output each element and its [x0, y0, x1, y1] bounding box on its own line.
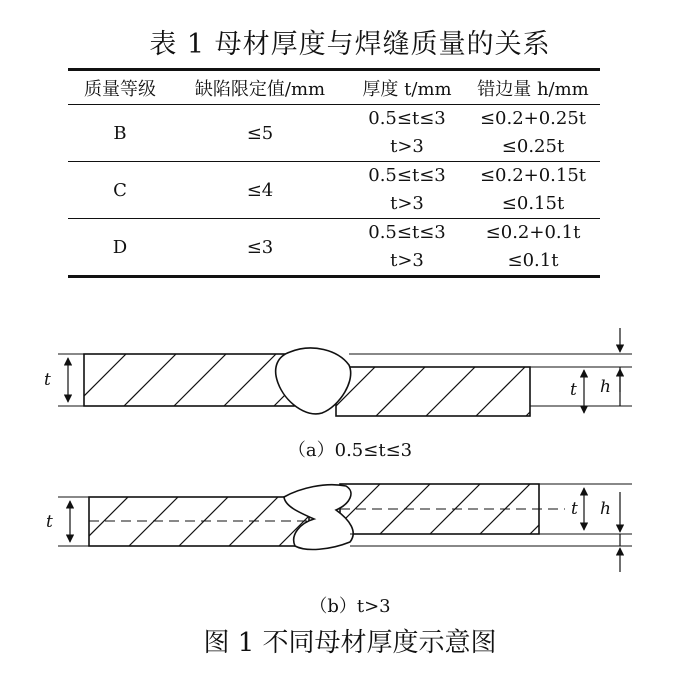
header-thickness: 厚度 t/mm	[348, 70, 466, 105]
label-t: t	[46, 512, 53, 532]
left-plate	[84, 354, 294, 406]
grade-cell: B	[68, 105, 172, 162]
defect-cell: ≤4	[172, 162, 348, 219]
label-t: t	[571, 499, 578, 519]
grade-cell: C	[68, 162, 172, 219]
misalignment-limit-2: ≤0.25t	[501, 136, 565, 157]
caption-a: （a）0.5≤t≤3	[287, 440, 413, 461]
label-h: h	[600, 499, 611, 519]
thickness-range-2: t>3	[390, 250, 424, 271]
thickness-range-2: t>3	[390, 136, 424, 157]
header-defect: 缺陷限定值/mm	[172, 70, 348, 105]
label-t: t	[570, 380, 577, 400]
misalignment-limit-1: ≤0.2+0.25t	[479, 108, 587, 129]
thickness-range-2: t>3	[390, 193, 424, 214]
thickness-range-1: 0.5≤t≤3	[368, 222, 446, 243]
diagram-a	[58, 328, 632, 416]
defect-cell: ≤3	[172, 219, 348, 277]
header-misalignment: 错边量 h/mm	[466, 70, 600, 105]
diagram-b	[58, 484, 632, 572]
label-h: h	[600, 377, 611, 397]
label-t: t	[44, 370, 51, 390]
table-title: 表 1 母材厚度与焊缝质量的关系	[149, 29, 551, 60]
misalignment-limit-2: ≤0.15t	[501, 193, 565, 214]
hatch-right	[326, 367, 575, 416]
misalignment-limit-1: ≤0.2+0.15t	[479, 165, 587, 186]
figure-title: 图 1 不同母材厚度示意图	[203, 628, 497, 658]
grade-cell: D	[68, 219, 172, 277]
caption-b: （b）t>3	[309, 596, 391, 617]
thickness-range-1: 0.5≤t≤3	[368, 165, 446, 186]
header-grade: 质量等级	[68, 70, 172, 105]
thickness-range-1: 0.5≤t≤3	[368, 108, 446, 129]
misalignment-limit-2: ≤0.1t	[507, 250, 559, 271]
defect-cell: ≤5	[172, 105, 348, 162]
misalignment-limit-1: ≤0.2+0.1t	[485, 222, 581, 243]
weld-bead	[276, 348, 351, 414]
weld-bead	[284, 485, 353, 550]
